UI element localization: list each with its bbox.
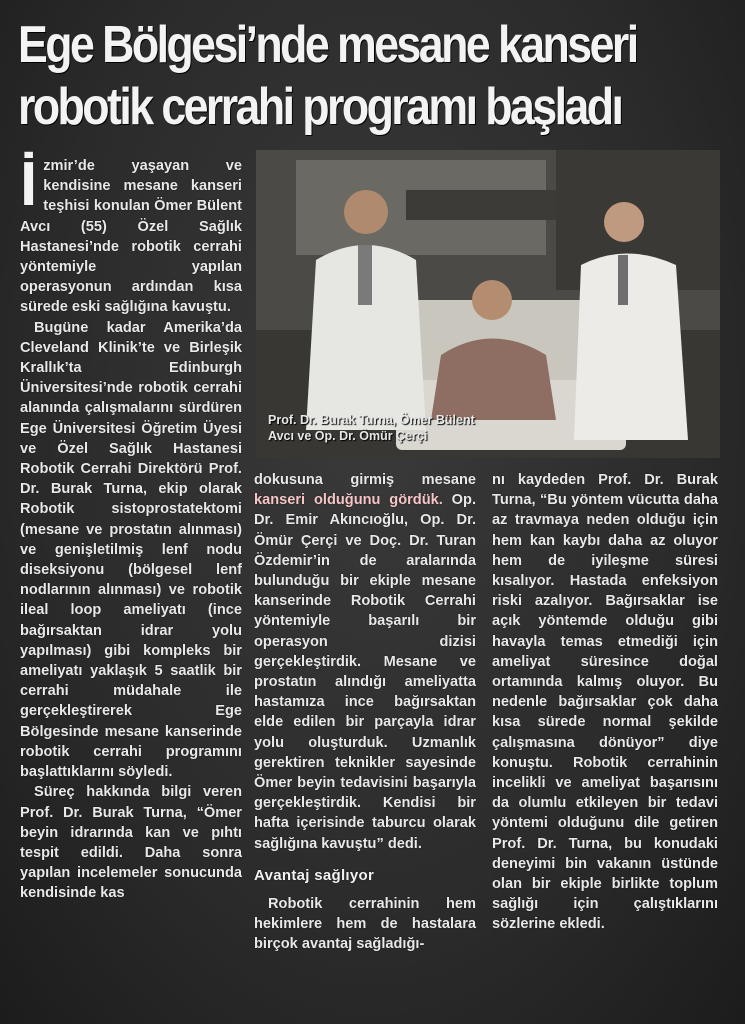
col2-text-start: dokusuna girmiş mesane [254, 472, 476, 488]
caption-line-2: Avcı ve Op. Dr. Ömür Çerçi [268, 429, 428, 443]
subheading: Avantaj sağlıyor [254, 866, 375, 884]
paragraph-6: nı kaydeden Prof. Dr. Burak Turna, “Bu yöntem vücutta daha az travmaya neden olduğu için hem kan kaybı daha az oluyor hem de iyileşme süresi kısalıyor. Hastada enfeksiyon riski azalıyor. Bağırsaklar ise açık yöntemde olduğu gibi havayla temas etmediği için ameliyat süresince doğal ortamında kalmış oluyor. Bu nedenle bağırsaklar çok daha kısa sürede normal şekilde çalışmasına dönüyor” diye konuştu. Robotik cerrahinin incelikli ve ameliyat başarısını da olumlu etkileyen bir tedavi yöntemi olduğunu dile getiren Prof. Dr. Turna, bu konudaki deneyimi bin vakanın üstünde olan bir ekiple birlikte toplum sağlığı için çalıştıklarını sözlerine ekledi. [492, 472, 718, 933]
lead-paragraph: zmir’de yaşayan ve kendisine mesane kanseri teşhisi konulan Ömer Bülent Avcı (55) Özel Sağlık Hastanesi’nde robotik cerrahi yöntemiyle yapılan operasyonun ardından kısa sürede eski sağlığına kavuştu. [20, 158, 242, 316]
paragraph-4 [254, 470, 476, 854]
drop-cap: İ [20, 150, 38, 219]
col2-text-rest: Op. Dr. Emir Akıncıoğlu, Op. Dr. Ömür Çerçi ve Doç. Dr. Turan Özdemir’in de aralarında bulunduğu bir ekiple mesane kanserinde Robotik Cerrahi yöntemiyle başarılı bir operasyon dizisi gerçekleştirdik. Mesane ve prostatın alındığı ameliyatta hastamıza ince bağırsaktan elde edilen bir parçayla idrar yolu oluşturduk. Uzmanlık gerektiren teknikler sayesinde Ömer beyin tedavisini başarıyla gerçekleştirdik. Kendisi bir hafta içerisinde taburcu olarak sağlığına kavuştu” dedi. [254, 492, 476, 852]
photo-caption [268, 412, 508, 444]
headline-line-2: robotik cerrahi programı başladı [18, 78, 622, 136]
article-column-2 [254, 470, 476, 955]
paragraph-3: Süreç hakkında bilgi veren Prof. Dr. Burak Turna, “Ömer beyin idrarında kan ve pıhtı tespit edildi. Daha sonra yapılan incelemeler sonucunda kendisinde kas [20, 784, 242, 902]
headline [18, 14, 637, 138]
article-column-1 [20, 150, 242, 904]
caption-line-1: Prof. Dr. Burak Turna, Ömer Bülent [268, 413, 475, 427]
article-column-3 [492, 470, 718, 935]
paragraph-2: Bugüne kadar Amerika’da Cleveland Klinik’te ve Birleşik Krallık’ta Edinburgh Üniversitesi’nde robotik cerrahi alanında çalışmalarını sürdüren Ege Üniversitesi Öğretim Üyesi ve Özel Sağlık Hastanesi Robotik Cerrahi Direktörü Prof. Dr. Burak Turna, ekip olarak Robotik sistoprostatektomi (mesane ve prostatın alınması) ve genişletilmiş lenf nodu diseksiyonu (bölgesel lenf nodlarının alınması) ve robotik ileal loop ameliyatı (ince bağırsaktan idrar yolu yapılması) gibi kompleks bir ameliyatı yaklaşık 5 saatlik bir cerrahi müdahale ile gerçekleştirerek Ege Bölgesinde mesane kanserinde robotik cerrahi programını başlattıklarını söyledi. [20, 319, 242, 781]
highlighted-text: kanseri olduğunu gördük. [254, 492, 443, 509]
headline-line-1: Ege Bölgesi’nde mesane kanseri [18, 16, 637, 74]
paragraph-5: Robotik cerrahinin hem hekimlere hem de hastalara birçok avantaj sağladığı- [254, 896, 476, 953]
article-photo [256, 150, 720, 458]
